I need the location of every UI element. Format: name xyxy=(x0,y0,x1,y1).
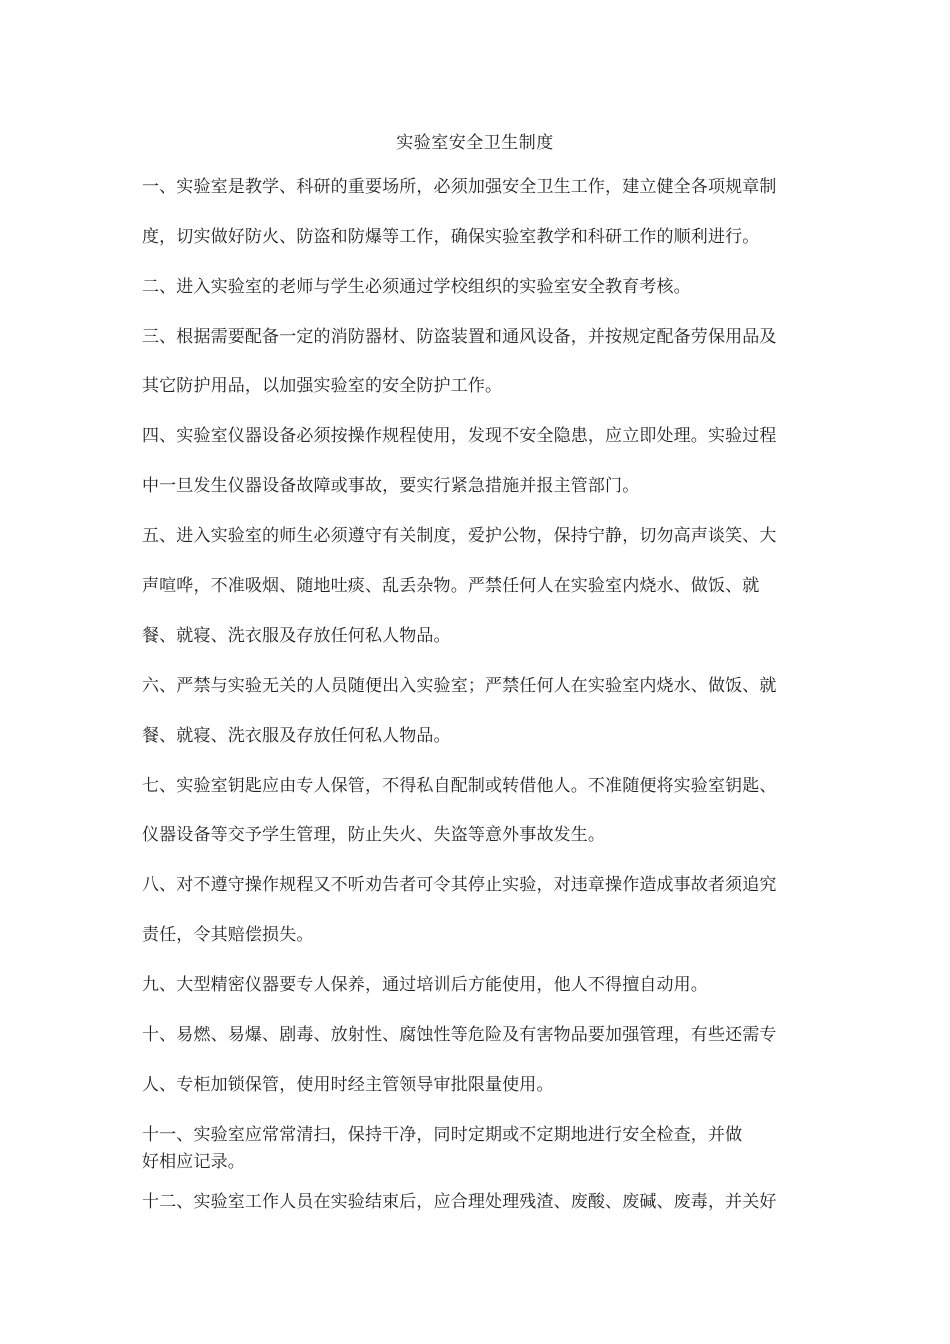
rule-2-line-1: 二、进入实验室的老师与学生必须通过学校组织的实验室安全教育考核。 xyxy=(142,277,691,297)
rule-7-line-1: 七、实验室钥匙应由专人保管，不得私自配制或转借他人。不准随便将实验室钥匙、 xyxy=(142,776,777,796)
rule-4-line-1: 四、实验室仪器设备必须按操作规程使用，发现不安全隐患，应立即处理。实验过程 xyxy=(142,426,777,446)
rule-3-line-1: 三、根据需要配备一定的消防器材、防盗装置和通风设备，并按规定配备劳保用品及 xyxy=(142,327,777,347)
rule-8-line-2: 责任，令其赔偿损失。 xyxy=(142,925,314,945)
rule-1-line-1: 一、实验室是教学、科研的重要场所，必须加强安全卫生工作，建立健全各项规章制 xyxy=(142,177,777,197)
rule-1-line-2: 度，切实做好防火、防盗和防爆等工作，确保实验室教学和科研工作的顺利进行。 xyxy=(142,227,760,247)
rule-11-line-2: 好相应记录。 xyxy=(142,1152,245,1172)
rule-7-line-2: 仪器设备等交予学生管理，防止失火、失盗等意外事故发生。 xyxy=(142,825,606,845)
rule-11-line-1: 十一、实验室应常常清扫，保持干净，同时定期或不定期地进行安全检查，并做 xyxy=(142,1125,743,1145)
rule-10-line-1: 十、易燃、易爆、剧毒、放射性、腐蚀性等危险及有害物品要加强管理，有些还需专 xyxy=(142,1025,777,1045)
rule-5-line-2: 声喧哗，不准吸烟、随地吐痰、乱丢杂物。严禁任何人在实验室内烧水、做饭、就 xyxy=(142,576,760,596)
rule-12-line-1: 十二、实验室工作人员在实验结束后，应合理处理残渣、废酸、废碱、废毒，并关好 xyxy=(142,1192,777,1212)
rule-3-line-2: 其它防护用品，以加强实验室的安全防护工作。 xyxy=(142,376,503,396)
document-title: 实验室安全卫生制度 xyxy=(396,133,554,153)
rule-5-line-3: 餐、就寝、洗衣服及存放任何私人物品。 xyxy=(142,626,451,646)
rule-8-line-1: 八、对不遵守操作规程又不听劝告者可令其停止实验，对违章操作造成事故者须追究 xyxy=(142,875,777,895)
rule-4-line-2: 中一旦发生仪器设备故障或事故，要实行紧急措施并报主管部门。 xyxy=(142,476,640,496)
rule-6-line-2: 餐、就寝、洗衣服及存放任何私人物品。 xyxy=(142,726,451,746)
rule-5-line-1: 五、进入实验室的师生必须遵守有关制度，爱护公物，保持宁静，切勿高声谈笑、大 xyxy=(142,526,777,546)
rule-9-line-1: 九、大型精密仪器要专人保养，通过培训后方能使用，他人不得擅自动用。 xyxy=(142,975,708,995)
rule-6-line-1: 六、严禁与实验无关的人员随便出入实验室；严禁任何人在实验室内烧水、做饭、就 xyxy=(142,676,777,696)
rule-10-line-2: 人、专柜加锁保管，使用时经主管领导审批限量使用。 xyxy=(142,1075,554,1095)
